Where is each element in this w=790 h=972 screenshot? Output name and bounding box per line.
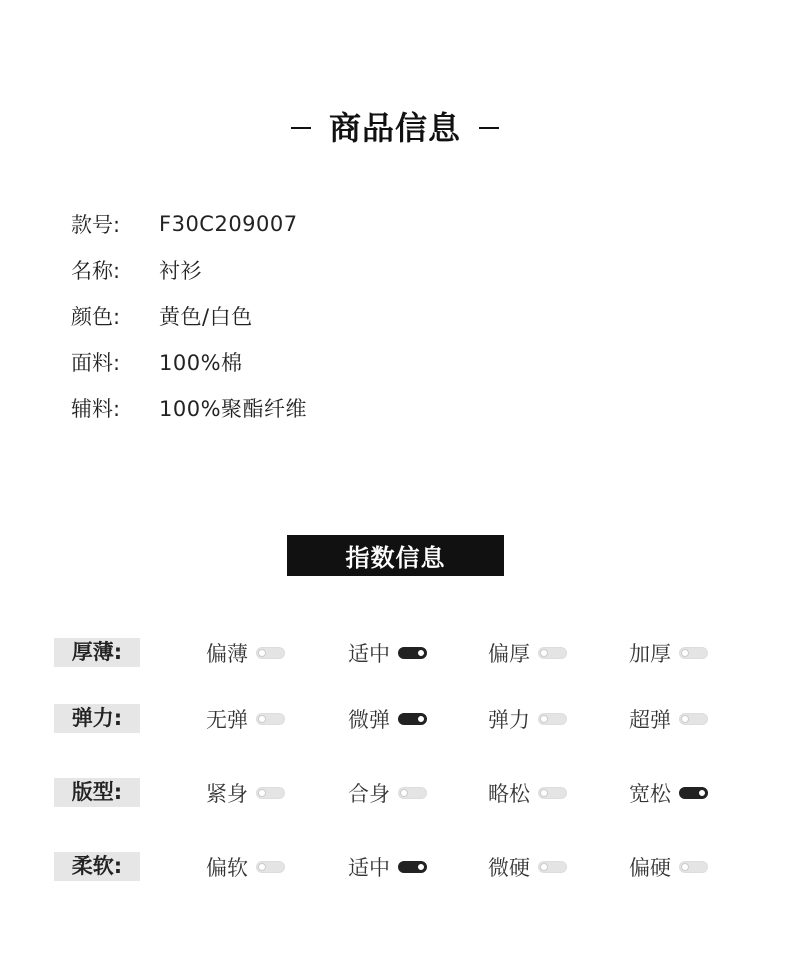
option-toggle — [256, 861, 285, 873]
title-dash-right — [479, 127, 499, 129]
index-info-title: 指数信息 — [287, 535, 504, 576]
option-label: 微弹 — [348, 707, 390, 732]
toggle-knob — [258, 649, 266, 657]
info-value: 100%聚酯纤维 — [159, 397, 308, 421]
toggle-knob — [258, 863, 266, 871]
option-toggle — [398, 647, 427, 659]
toggle-knob — [417, 715, 425, 723]
option-toggle — [398, 861, 427, 873]
option-toggle — [679, 713, 708, 725]
index-row-fit — [0, 778, 790, 808]
info-value: F30C209007 — [159, 212, 298, 236]
option-item — [348, 704, 427, 733]
option-item — [488, 638, 567, 667]
info-label: 名称: — [71, 259, 121, 283]
option-label: 微硬 — [488, 855, 530, 880]
option-label: 合身 — [348, 781, 390, 806]
option-toggle — [679, 787, 708, 799]
option-item — [488, 704, 567, 733]
toggle-knob — [681, 715, 689, 723]
option-label: 偏软 — [206, 855, 248, 880]
row-label: 弹力: — [54, 704, 140, 733]
option-label: 适中 — [348, 641, 390, 666]
index-row-thickness — [0, 638, 790, 668]
info-row-fabric — [71, 339, 307, 385]
info-row-style-number — [71, 201, 307, 247]
option-label: 适中 — [348, 855, 390, 880]
product-info-title: 商品信息 — [328, 109, 461, 147]
toggle-knob — [540, 789, 548, 797]
info-label: 面料: — [71, 351, 121, 375]
info-value: 黄色/白色 — [159, 305, 253, 329]
toggle-knob — [698, 789, 706, 797]
option-toggle — [256, 647, 285, 659]
option-toggle — [256, 713, 285, 725]
option-toggle — [256, 787, 285, 799]
toggle-knob — [400, 789, 408, 797]
option-label: 超弹 — [629, 707, 671, 732]
option-item — [206, 638, 285, 667]
option-item — [206, 852, 285, 881]
toggle-knob — [258, 789, 266, 797]
title-dash-left — [291, 127, 311, 129]
option-toggle — [398, 713, 427, 725]
option-item — [348, 778, 427, 807]
option-toggle — [398, 787, 427, 799]
toggle-knob — [417, 863, 425, 871]
option-item — [629, 852, 708, 881]
option-item — [206, 778, 285, 807]
option-item — [629, 704, 708, 733]
option-item — [348, 638, 427, 667]
option-item — [488, 778, 567, 807]
info-label: 辅料: — [71, 397, 121, 421]
option-toggle — [538, 713, 567, 725]
option-toggle — [538, 787, 567, 799]
info-label: 款号: — [71, 213, 121, 237]
toggle-knob — [417, 649, 425, 657]
option-label: 偏硬 — [629, 855, 671, 880]
option-item — [488, 852, 567, 881]
option-label: 略松 — [488, 781, 530, 806]
toggle-knob — [540, 649, 548, 657]
option-item — [629, 638, 708, 667]
option-label: 弹力 — [488, 707, 530, 732]
product-info-header — [0, 108, 790, 148]
option-label: 偏薄 — [206, 641, 248, 666]
row-label: 柔软: — [54, 852, 140, 881]
option-label: 偏厚 — [488, 641, 530, 666]
toggle-knob — [540, 715, 548, 723]
option-label: 宽松 — [629, 781, 671, 806]
info-value: 100%棉 — [159, 351, 243, 375]
option-item — [629, 778, 708, 807]
index-row-softness — [0, 852, 790, 882]
option-item — [206, 704, 285, 733]
option-toggle — [679, 861, 708, 873]
info-row-accessory — [71, 385, 307, 431]
option-item — [348, 852, 427, 881]
toggle-knob — [258, 715, 266, 723]
option-label: 紧身 — [206, 781, 248, 806]
toggle-knob — [681, 649, 689, 657]
product-info-list — [71, 201, 307, 431]
index-row-elasticity — [0, 704, 790, 734]
option-toggle — [538, 647, 567, 659]
toggle-knob — [681, 863, 689, 871]
info-label: 颜色: — [71, 305, 121, 329]
info-value: 衬衫 — [159, 259, 202, 283]
info-row-color — [71, 293, 307, 339]
option-label: 无弹 — [206, 707, 248, 732]
row-label: 厚薄: — [54, 638, 140, 667]
option-toggle — [538, 861, 567, 873]
option-label: 加厚 — [629, 641, 671, 666]
toggle-knob — [540, 863, 548, 871]
info-row-name — [71, 247, 307, 293]
row-label: 版型: — [54, 778, 140, 807]
option-toggle — [679, 647, 708, 659]
